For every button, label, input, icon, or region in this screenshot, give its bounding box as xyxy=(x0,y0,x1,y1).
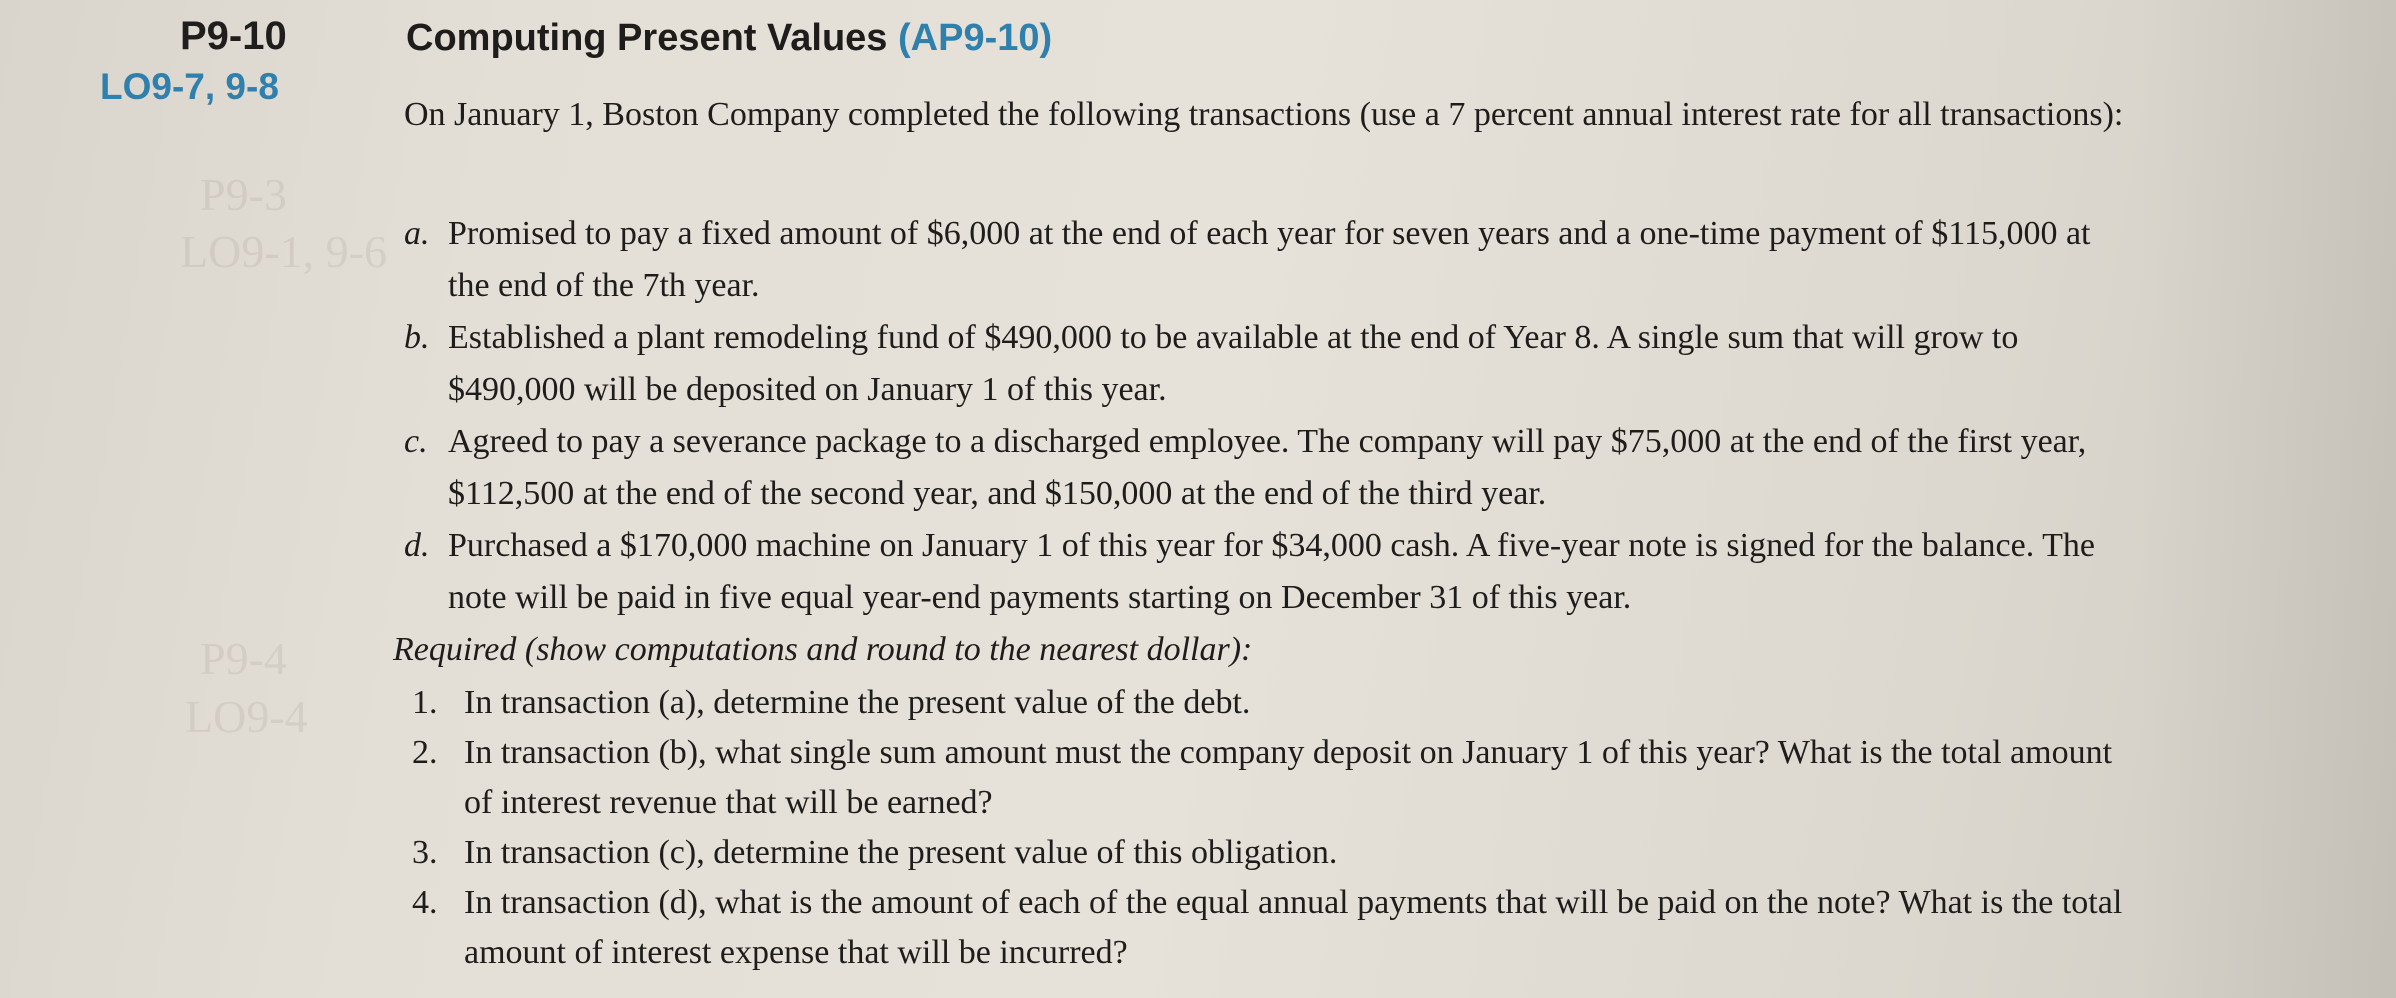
transaction-text: Established a plant remodeling fund of $490,000 to be available at the end of Year 8. A single sum that will grow to $490,000 will be deposited on January 1 of this year. xyxy=(448,319,2019,408)
requirement-item-1 xyxy=(412,678,2132,728)
problem-title xyxy=(406,12,1052,64)
bleed-through-texture-3: P9-4 xyxy=(200,633,287,684)
bleed-through-texture-2: LO9-1, 9-6 xyxy=(180,226,387,277)
required-heading: Required (show computations and round to the nearest dollar): xyxy=(393,631,1253,668)
problem-alt-code: (AP9-10) xyxy=(898,17,1053,59)
requirement-text: In transaction (d), what is the amount of each of the equal annual payments that will be paid on the note? What is the total amount of interest expense that will be incurred? xyxy=(464,884,2123,971)
transaction-item-b xyxy=(404,312,2124,416)
transaction-letter: c. xyxy=(404,423,428,460)
problem-id: P9-10 xyxy=(180,14,287,58)
transaction-text: Purchased a $170,000 machine on January 1 of this year for $34,000 cash. A five-year note is signed for the balance. The note will be paid in five equal year-end payments starting on December 31 of this year. xyxy=(448,527,2095,616)
transaction-letter: b. xyxy=(404,319,430,356)
transaction-item-a xyxy=(404,208,2124,312)
requirement-number: 4. xyxy=(412,884,438,921)
requirement-text: In transaction (a), determine the present value of the debt. xyxy=(464,684,1251,721)
intro-paragraph: On January 1, Boston Company completed the following transactions (use a 7 percent annual interest rate for all transactions): xyxy=(404,96,2124,133)
transaction-text: Promised to pay a fixed amount of $6,000 at the end of each year for seven years and a one-time payment of $115,000 at the end of the 7th year. xyxy=(448,215,2091,304)
transaction-item-d xyxy=(404,520,2124,624)
transaction-list xyxy=(404,208,2124,624)
problem-title-text: Computing Present Values xyxy=(406,17,888,59)
problem-label-column xyxy=(100,10,340,112)
bleed-through-texture: P9-3 xyxy=(200,169,287,220)
requirement-text: In transaction (b), what single sum amount must the company deposit on January 1 of this year? What is the total amount of interest revenue that will be earned? xyxy=(464,734,2113,821)
requirement-list xyxy=(412,678,2132,978)
transaction-letter: d. xyxy=(404,527,430,564)
requirement-number: 1. xyxy=(412,684,438,721)
requirement-item-2 xyxy=(412,728,2132,828)
transaction-text: Agreed to pay a severance package to a discharged employee. The company will pay $75,000 at the end of the first year, $112,500 at the end of the second year, and $150,000 at the end of the third year. xyxy=(448,423,2087,512)
learning-objectives: LO9-7, 9-8 xyxy=(100,66,279,107)
requirement-item-4 xyxy=(412,878,2132,978)
requirement-item-3 xyxy=(412,828,2132,878)
page-edge-shadow xyxy=(2136,0,2396,998)
requirement-text: In transaction (c), determine the present value of this obligation. xyxy=(464,834,1338,871)
transaction-item-c xyxy=(404,416,2124,520)
bleed-through-texture-4: LO9-4 xyxy=(185,691,308,742)
requirement-number: 2. xyxy=(412,734,438,771)
transaction-letter: a. xyxy=(404,215,430,252)
requirement-number: 3. xyxy=(412,834,438,871)
